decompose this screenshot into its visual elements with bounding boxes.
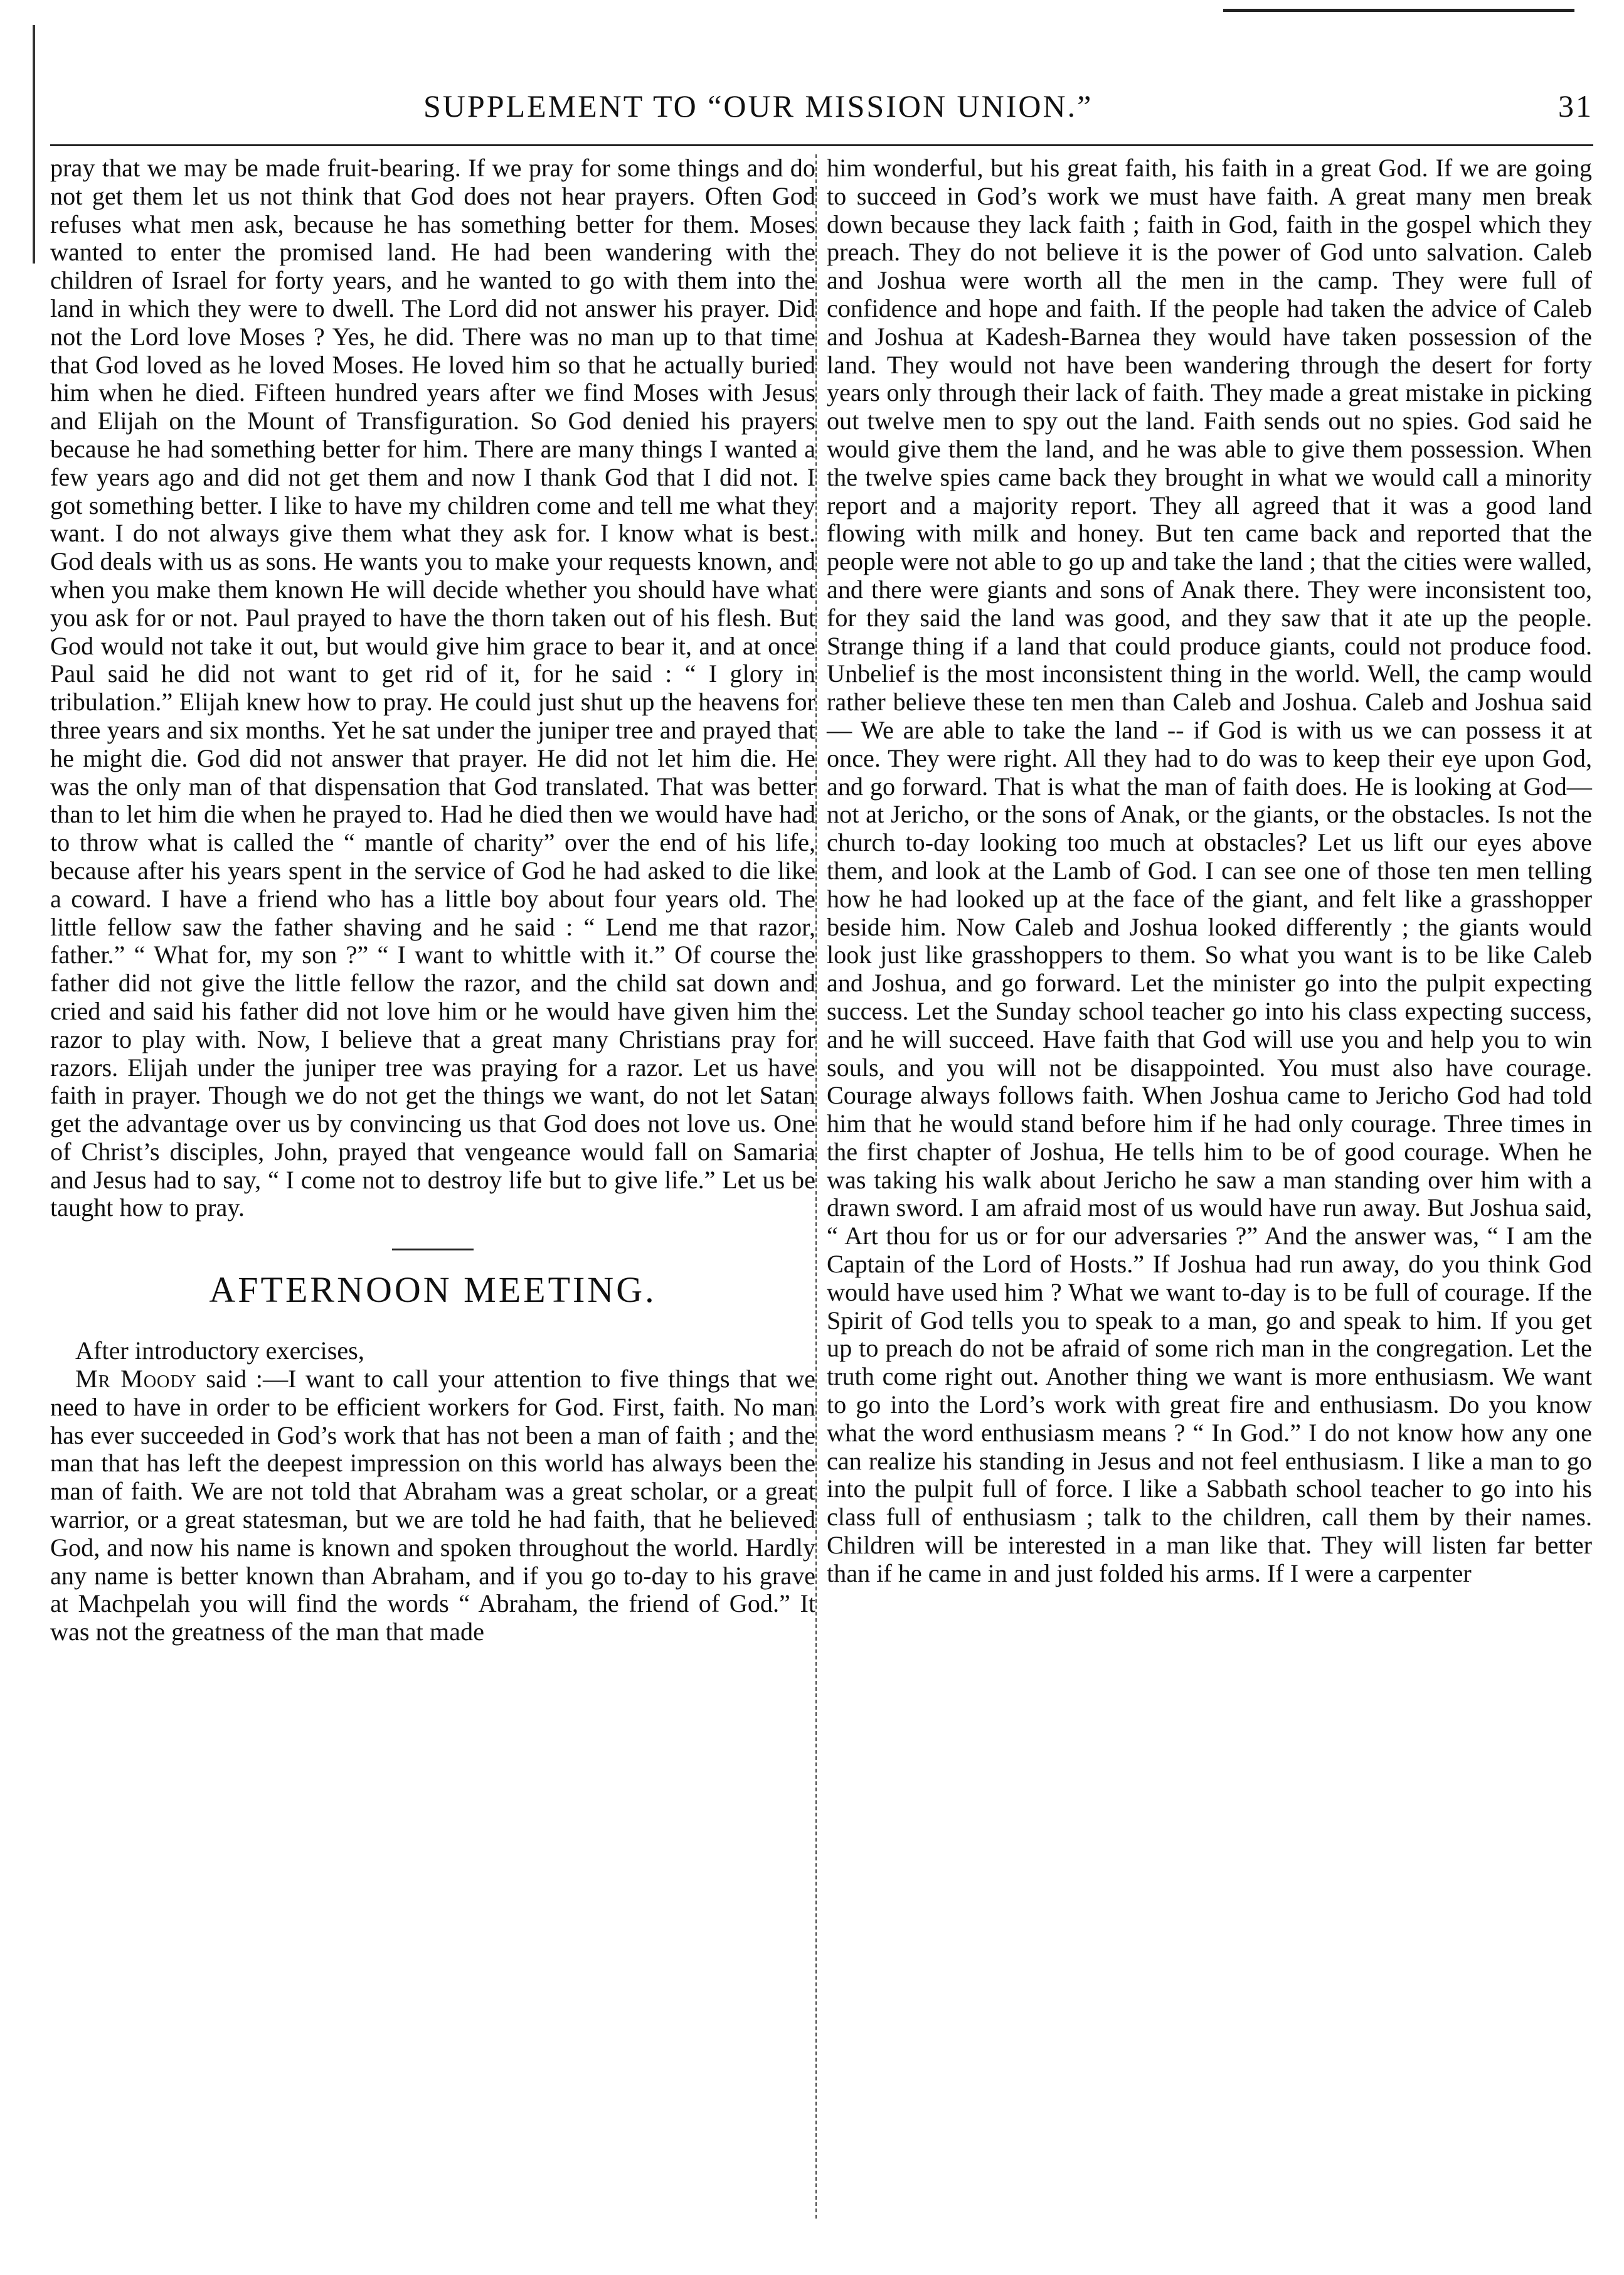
intro-line: After introductory exercises, bbox=[75, 1336, 364, 1365]
left-paragraph-2-text: said :—I want to call your attention to five things that we need to have in order to be efficient workers for God. First, faith. No man has ever succeeded in God’s work that has not been a man of faith ; and the man that has left the deepest impression on this world has always been the man of faith. We are not told that Abraham was a great scholar, or a great warrior, or a great statesman, but we are told he had faith, that he believed God, and now his name is known and spoken throughout the world. Hardly any name is better known than Abraham, and if you go to-day to his grave at Machpelah you will find the words “ Abraham, the friend of God.” It was not the greatness of the man that made bbox=[50, 1365, 815, 1646]
right-column bbox=[827, 154, 1592, 1588]
left-paragraph-1: pray that we may be made fruit-bearing. If we pray for some things and do not get them let us not think that God does not hear prayers. Often God refuses what men ask, because he has something better for them. Moses wanted to enter the promised land. He had been wandering with the children of Israel for forty years, and he wanted to go with them into the land in which they were to dwell. The Lord did not answer his prayer. Did not the Lord love Moses ? Yes, he did. There was no man up to that time that God loved as he loved Moses. He loved him so that he actually buried him when he died. Fifteen hundred years after we find Moses with Jesus and Elijah on the Mount of Transfiguration. So God denied his prayers because he had something better for him. There are many things I wanted a few years ago and did not get them and now I thank God that I did not. I got something better. I like to have my children come and tell me what they want. I do not always give them what they ask for. I know what is best. God deals with us as sons. He wants you to make your requests known, and when you make them known He will decide whether you should have what you ask for or not. Paul prayed to have the thorn taken out of his flesh. But God would not take it out, but would give him grace to bear it, and at once Paul said he did not want to get rid of it, for he said : “ I glory in tribulation.” Elijah knew how to pray. He could just shut up the heavens for three years and six months. Yet he sat under the juniper tree and prayed that he might die. God did not answer that prayer. He did not let him die. He was the only man of that dispensation that God translated. That was better than to let him die when he prayed to. Had he died then we would have had to throw what is called the “ mantle of charity” over the end of his life, because after his years spent in the service of God he had asked to die like a coward. I have a friend who has a little boy about four years old. The little fellow saw the father shaving and he said : “ Lend me that razor, father.” “ What for, my son ?” “ I want to whittle with it.” Of course the father did not give the little fellow the razor, and the child sat down and cried and said his father did not love him or he would have given him the razor to play with. Now, I believe that a great many Christians pray for razors. Elijah under the juniper tree was praying for a razor. Let us have faith in prayer. Though we do not get the things we want, do not let Satan get the advantage over us by convincing us that God does not love us. One of Christ’s disciples, John, prayed that vengeance would fall on Samaria and Jesus had to say, “ I come not to destroy life but to give life.” Let us be taught how to pray. bbox=[50, 154, 815, 1222]
page-number: 31 bbox=[1558, 88, 1593, 124]
header-rule bbox=[50, 144, 1593, 146]
running-title: SUPPLEMENT TO “OUR MISSION UNION.” bbox=[423, 88, 1093, 124]
left-column bbox=[50, 154, 815, 1646]
left-paragraph-2 bbox=[50, 1365, 815, 1646]
section-separator-rule bbox=[392, 1249, 474, 1250]
right-paragraph-1: him wonderful, but his great faith, his faith in a great God. If we are going to succeed in God’s work we must have faith. A great many men break down because they lack faith ; faith in God, faith in the gospel which they preach. They do not believe it is the power of God unto salvation. Caleb and Joshua were worth all the men in the camp. They were full of confidence and hope and faith. If the people had taken the advice of Caleb and Joshua at Kadesh-Barnea they would have taken possession of the land. They would not have been wandering through the desert for forty years only through their lack of faith. They made a great mistake in picking out twelve men to spy out the land. Faith sends out no spies. God said he would give them the land, and he was able to give them possession. When the twelve spies came back they brought in what we would call a minority report and a majority report. They all agreed that it was a good land flowing with milk and honey. But ten came back and reported that the people were not able to go up and take the land ; that the cities were walled, and there were giants and sons of Anak there. They were inconsistent too, for they said the land was good, and they saw that it ate up the people. Strange thing if a land that could produce giants, could not produce food. Unbelief is the most inconsistent thing in the world. Well, the camp would rather believe these ten men than Caleb and Joshua. Caleb and Joshua said— We are able to take the land -- if God is with us we can possess it at once. They were right. All they had to do was to keep their eye upon God, and go forward. That is what the man of faith does. He is looking at God—not at Jericho, or the sons of Anak, or the giants, or the obstacles. Is not the church to-day looking too much at obstacles? Let us lift our eyes above them, and look at the Lamb of God. I can see one of those ten men telling how he had looked up at the face of the giant, and felt like a grasshopper beside him. Now Caleb and Joshua looked differently ; the giants would look just like grasshoppers to them. So what you want is to be like Caleb and Joshua, and go forward. Let the minister go into the pulpit expecting success. Let the Sunday school teacher go into his class expecting success, and he will succeed. Have faith that God will use you and help you to win souls, and you will not be disappointed. You must also have courage. Courage always follows faith. When Joshua came to Jericho God had told him that he would stand before him if he had only courage. Three times in the first chapter of Joshua, He tells him to be of good courage. When he was taking his walk about Jericho he saw a man standing over him with a drawn sword. I am afraid most of us would have run away. But Joshua said, “ Art thou for us or for our adversaries ?” And the answer was, “ I am the Captain of the Lord of Hosts.” If Joshua had run away, do you think God would have used him ? What we want to-day is to be full of courage. If the Spirit of God tells you to speak to a man, go and speak to him. If you get up to preach do not be afraid of some rich man in the congregation. Let the truth come right out. Another thing we want is more enthusiasm. We want to go into the Lord’s work with great fire and enthusiasm. Do you know what the word enthusiasm means ? “ In God.” I do not know how any one can realize his standing in Jesus and not feel enthusiasm. I like a man to go into the pulpit full of force. I like a Sabbath school teacher to go into his class full of enthusiasm ; talk to the children, call them by their names. Children will be interested in a man like that. They will listen far better than if he came in and just folded his arms. If I were a carpenter bbox=[827, 154, 1592, 1587]
top-decorative-rule bbox=[1223, 9, 1574, 12]
column-divider bbox=[815, 154, 817, 2219]
page-header bbox=[50, 88, 1593, 138]
left-margin-bar bbox=[33, 25, 35, 264]
speaker-name: Mr Moody bbox=[75, 1365, 197, 1393]
section-heading: AFTERNOON MEETING. bbox=[209, 1269, 657, 1311]
